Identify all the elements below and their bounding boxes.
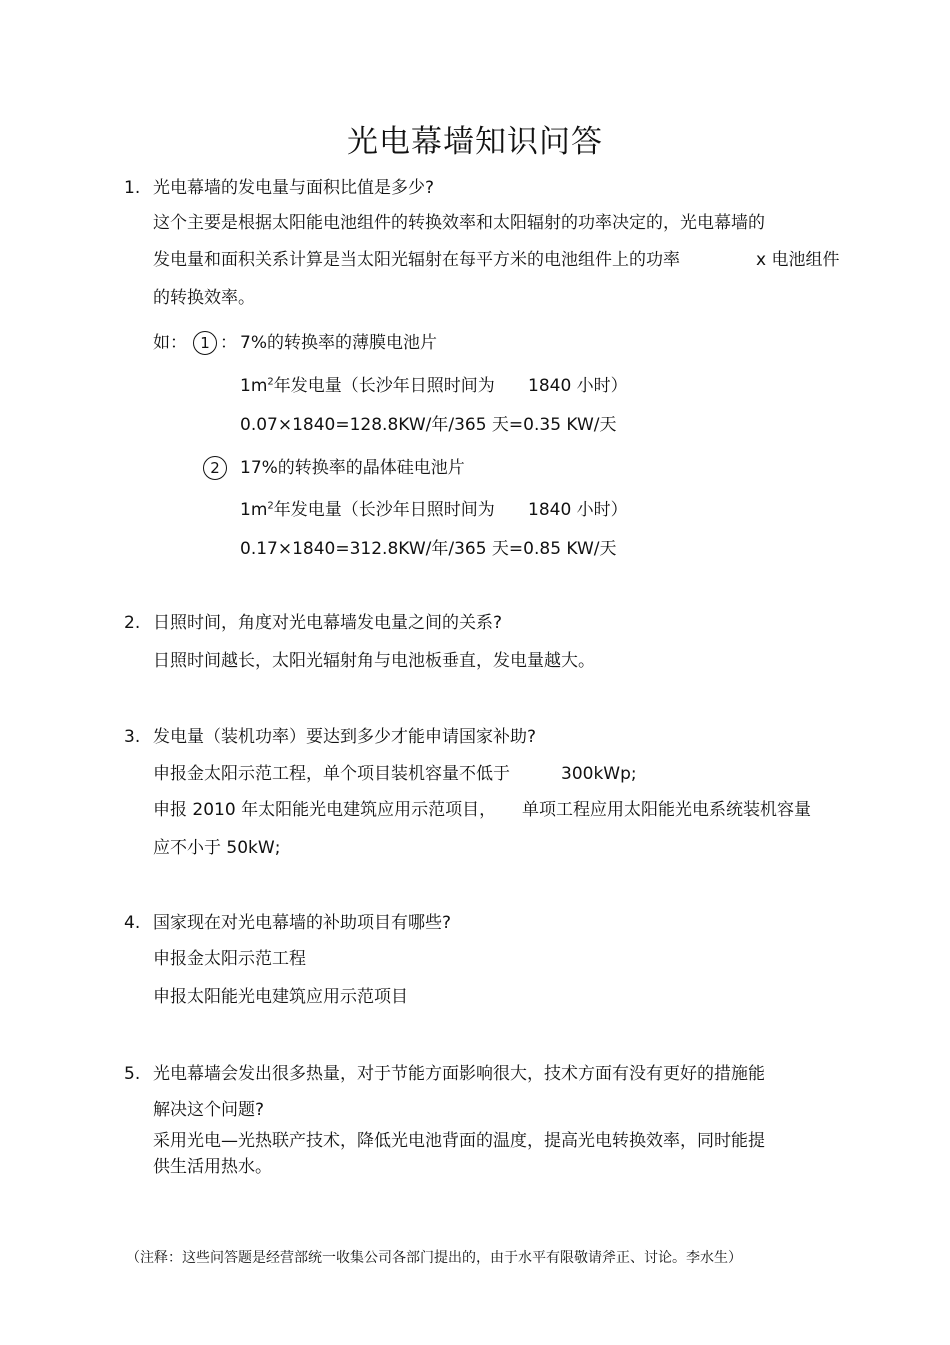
q3-question: 发电量（装机功率）要达到多少才能申请国家补助? — [153, 727, 537, 747]
q2-number: 2. — [124, 613, 141, 633]
q4-question: 国家现在对光电幕墙的补助项目有哪些? — [153, 913, 452, 933]
q1-number: 1. — [124, 178, 141, 198]
example-2-unit: 1m — [240, 500, 268, 520]
q4-answer-line-2: 申报太阳能光电建筑应用示范项目 — [153, 987, 408, 1007]
circled-number-1: 1 — [193, 331, 217, 355]
example-2-title: 17%的转换率的晶体硅电池片 — [240, 458, 465, 478]
q3-answer-line-1: 申报金太阳示范工程，单个项目装机容量不低于 — [153, 764, 510, 784]
q1-question: 光电幕墙的发电量与面积比值是多少? — [153, 178, 435, 198]
example-1-output-label: 年发电量（长沙年日照时间为 — [273, 376, 495, 396]
page-title: 光电幕墙知识问答 — [347, 124, 603, 160]
q5-question-line-1: 光电幕墙会发出很多热量，对于节能方面影响很大，技术方面有没有更好的措施能 — [153, 1064, 765, 1084]
example-1-unit-exponent: 2 — [267, 376, 274, 388]
example-1-annual-output — [240, 374, 495, 398]
example-1-unit: 1m — [240, 376, 268, 396]
q5-question-line-2: 解决这个问题? — [153, 1100, 265, 1120]
example-1-colon: ： — [220, 333, 237, 353]
example-2-calculation: 0.17×1840=312.8KW/年/365 天=0.85 KW/天 — [240, 539, 617, 559]
q4-answer-line-1: 申报金太阳示范工程 — [153, 949, 306, 969]
q5-answer-line-1: 采用光电—光热联产技术，降低光电池背面的温度，提高光电转换效率，同时能提 — [153, 1131, 765, 1151]
q1-answer-line-2-end: x 电池组件 — [756, 250, 840, 270]
q2-question: 日照时间，角度对光电幕墙发电量之间的关系? — [153, 613, 503, 633]
q3-answer-line-2-end: 单项工程应用太阳能光电系统装机容量 — [522, 800, 811, 820]
q1-answer-line-2: 发电量和面积关系计算是当太阳光辐射在每平方米的电池组件上的功率 — [153, 250, 680, 270]
example-1-sunshine-hours: 1840 小时） — [528, 376, 628, 396]
q3-answer-line-3: 应不小于 50kW; — [153, 838, 281, 858]
q1-answer-line-3: 的转换效率。 — [153, 288, 255, 308]
q5-answer-line-2: 供生活用热水。 — [153, 1157, 272, 1177]
example-2-sunshine-hours: 1840 小时） — [528, 500, 628, 520]
q3-answer-line-1-value: 300kWp; — [561, 764, 637, 784]
q3-answer-line-2: 申报 2010 年太阳能光电建筑应用示范项目， — [153, 800, 497, 820]
q4-number: 4. — [124, 913, 141, 933]
q3-number: 3. — [124, 727, 141, 747]
example-2-output-label: 年发电量（长沙年日照时间为 — [273, 500, 495, 520]
q1-answer-line-1: 这个主要是根据太阳能电池组件的转换效率和太阳辐射的功率决定的，光电幕墙的 — [153, 213, 765, 233]
circled-number-2: 2 — [203, 456, 227, 480]
example-2-annual-output — [240, 498, 495, 522]
example-1-calculation: 0.07×1840=128.8KW/年/365 天=0.35 KW/天 — [240, 415, 617, 435]
example-1-title: 7%的转换率的薄膜电池片 — [240, 333, 437, 353]
example-label: 如： — [153, 333, 187, 353]
example-2-unit-exponent: 2 — [267, 500, 274, 512]
q2-answer: 日照时间越长，太阳光辐射角与电池板垂直，发电量越大。 — [153, 651, 595, 671]
q5-number: 5. — [124, 1064, 141, 1084]
footnote: （注释：这些问答题是经营部统一收集公司各部门提出的，由于水平有限敬请斧正、讨论。李水生） — [126, 1250, 742, 1266]
